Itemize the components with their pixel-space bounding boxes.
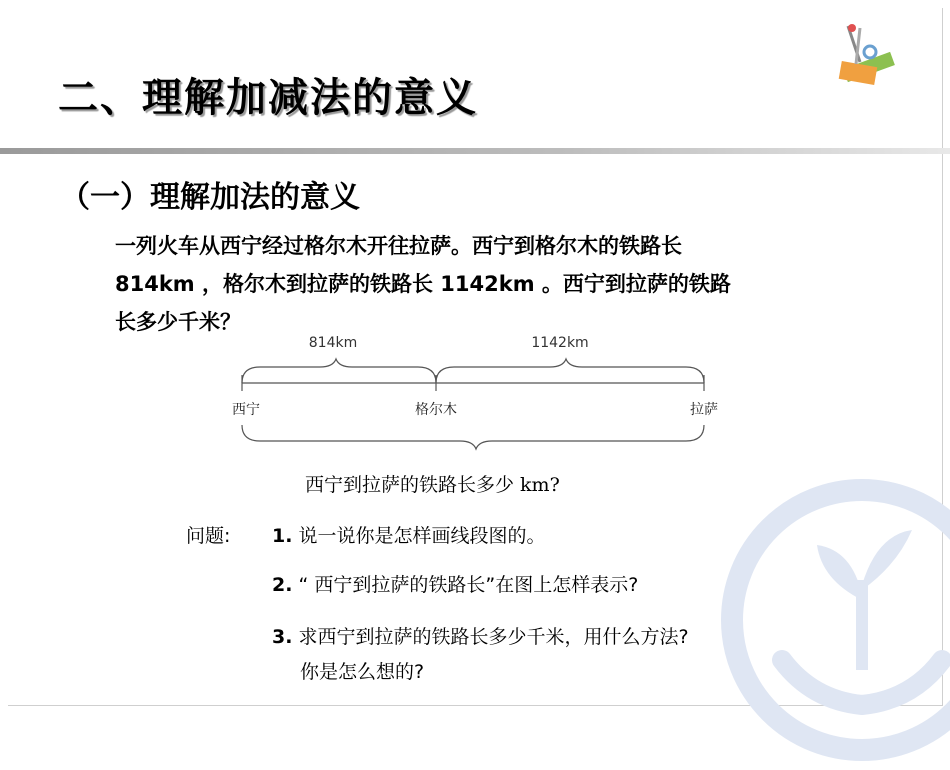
question-number: 3.	[272, 626, 293, 648]
brace-segment2	[436, 359, 704, 383]
problem-line-3: 长多少千米？	[115, 310, 241, 334]
pencil-compass-ruler-icon	[830, 22, 900, 92]
question-text: 说一说你是怎样画线段图的。	[298, 525, 546, 547]
brace-total	[242, 425, 704, 449]
questions-prefix: 问题:	[186, 525, 231, 547]
place-start: 西宁	[232, 402, 260, 418]
slide-title: 二、理解加减法的意义	[58, 75, 478, 121]
diagram-question: 西宁到拉萨的铁路长多少 km?	[305, 474, 560, 496]
hands-sprout-icon	[712, 470, 950, 770]
question-item-2	[272, 570, 638, 597]
question-continuation: 你是怎么想的?	[300, 661, 425, 683]
question-text: 求西宁到拉萨的铁路长多少千米，用什么方法?	[298, 626, 689, 648]
problem-line-2: 814km ，格尔木到拉萨的铁路长 1142km 。西宁到拉萨的铁路	[115, 272, 731, 296]
question-number: 1.	[272, 525, 293, 547]
segment1-label: 814km	[308, 335, 358, 351]
question-number: 2.	[272, 574, 293, 596]
problem-line-1: 一列火车从西宁经过格尔木开往拉萨。西宁到格尔木的铁路长	[115, 234, 682, 258]
question-text: “ 西宁到拉萨的铁路长”在图上怎样表示?	[298, 574, 639, 596]
place-end: 拉萨	[690, 402, 718, 418]
brace-segment1	[242, 359, 436, 383]
place-middle: 格尔木	[415, 402, 457, 418]
line-segment-diagram	[220, 325, 730, 455]
question-item-3	[272, 622, 689, 649]
segment2-label: 1142km	[531, 335, 589, 351]
question-item-1	[272, 521, 546, 548]
section-subtitle: （一）理解加法的意义	[60, 180, 360, 215]
title-divider	[0, 148, 950, 154]
